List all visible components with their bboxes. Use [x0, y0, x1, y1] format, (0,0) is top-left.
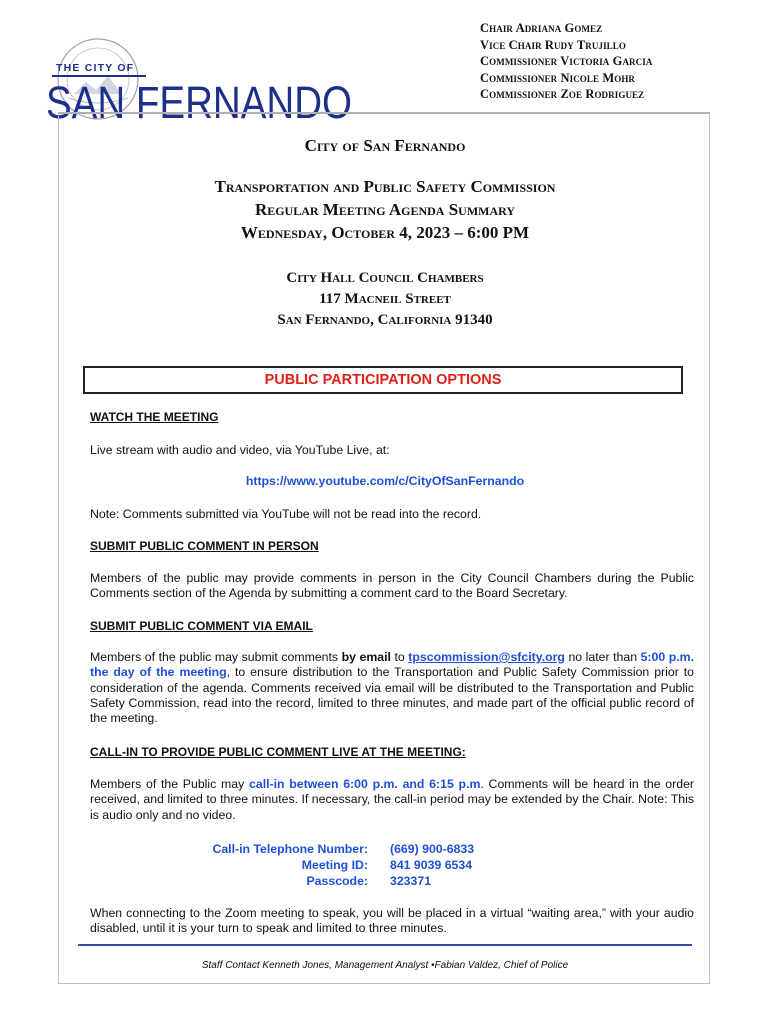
- watch-note: Note: Comments submitted via YouTube will not be read into the record.: [90, 507, 482, 521]
- email-text-part: , to ensure distribution to the Transportation and Public Safety Commission prior to consideration of the agenda. Comments received via email will be distributed to the Transportation and Public Safety Commission, read into the record, limited to three minutes, and made part of the official public record of the meeting.: [90, 665, 694, 726]
- city-title: City of San Fernando: [304, 136, 466, 155]
- meeting-title-block: [0, 175, 770, 244]
- logo-line2: SAN FERNANDO: [46, 77, 352, 128]
- callin-text-part: . Comments will be heard in the order received, and limited to three minutes. If necessary, the call-in period may be extended by the Chair. Note: This is audio only and no video.: [90, 777, 695, 822]
- watch-text: Live stream with audio and video, via YouTube Live, at:: [90, 443, 390, 457]
- meeting-date: Wednesday, October 4, 2023 – 6:00 PM: [240, 223, 530, 242]
- email-address-link[interactable]: tpscommission@sfcity.org: [408, 650, 565, 664]
- passcode-label: Passcode:: [306, 874, 368, 888]
- callin-text-part: Members of the Public may: [90, 777, 250, 791]
- zoom-note: When connecting to the Zoom meeting to speak, you will be placed in a virtual “waiting area,” with your audio disabled, until it is your turn to speak and limited to three minutes.: [90, 906, 694, 936]
- email-deadline: 5:00 p.m. the day of the meeting: [90, 650, 695, 680]
- logo-line1: THE CITY OF: [56, 62, 135, 74]
- email-by-email: by email: [341, 650, 391, 664]
- officer-commissioner: Commissioner Victoria Garcia: [480, 54, 653, 68]
- staff-contact-footer: Staff Contact Kenneth Jones, Management Analyst •Fabian Valdez, Chief of Police: [201, 960, 569, 971]
- email-text-part: no later than: [564, 650, 641, 664]
- officer-commissioner: Commissioner Zoe Rodriguez: [480, 87, 645, 101]
- footer-divider: [78, 944, 692, 946]
- callin-labels: [170, 841, 368, 889]
- callin-values: [390, 841, 474, 889]
- email-text: [90, 650, 694, 726]
- passcode: 323371: [390, 874, 432, 888]
- inperson-text: Members of the public may provide comments in person in the City Council Chambers during the Public Comments section of the Agenda by submitting a comment card to the Board Secretary.: [90, 571, 694, 601]
- meeting-id: 841 9039 6534: [390, 858, 473, 872]
- watch-heading: WATCH THE MEETING: [90, 410, 219, 424]
- officers-list: [480, 20, 652, 103]
- meeting-id-label: Meeting ID:: [301, 858, 368, 872]
- callin-text: [90, 777, 694, 823]
- location-line3: San Fernando, California 91340: [277, 312, 493, 328]
- email-heading: SUBMIT PUBLIC COMMENT VIA EMAIL: [90, 619, 313, 633]
- officer-vice-chair: Vice Chair Rudy Trujillo: [480, 37, 626, 52]
- inperson-heading: SUBMIT PUBLIC COMMENT IN PERSON: [90, 539, 319, 553]
- youtube-link[interactable]: https://www.youtube.com/c/CityOfSanFernando: [245, 474, 525, 488]
- meeting-type: Regular Meeting Agenda Summary: [254, 200, 516, 219]
- email-text-part: Members of the public may submit comments: [90, 650, 342, 664]
- phone-number: (669) 900-6833: [390, 842, 475, 856]
- email-text-part: to: [390, 650, 409, 664]
- officer-chair: Chair Adriana Gomez: [480, 21, 603, 35]
- phone-label: Call-in Telephone Number:: [212, 842, 368, 856]
- callin-heading: CALL-IN TO PROVIDE PUBLIC COMMENT LIVE AT THE MEETING:: [90, 745, 466, 759]
- location-line2: 117 Macneil Street: [319, 291, 451, 307]
- public-participation-title: PUBLIC PARTICIPATION OPTIONS: [83, 366, 683, 394]
- location-block: [0, 268, 770, 331]
- officer-commissioner: Commissioner Nicole Mohr: [480, 70, 636, 85]
- location-line1: City Hall Council Chambers: [286, 270, 484, 286]
- callin-window: call-in between 6:00 p.m. and 6:15 p.m: [249, 777, 481, 791]
- commission-title: Transportation and Public Safety Commission: [214, 177, 556, 196]
